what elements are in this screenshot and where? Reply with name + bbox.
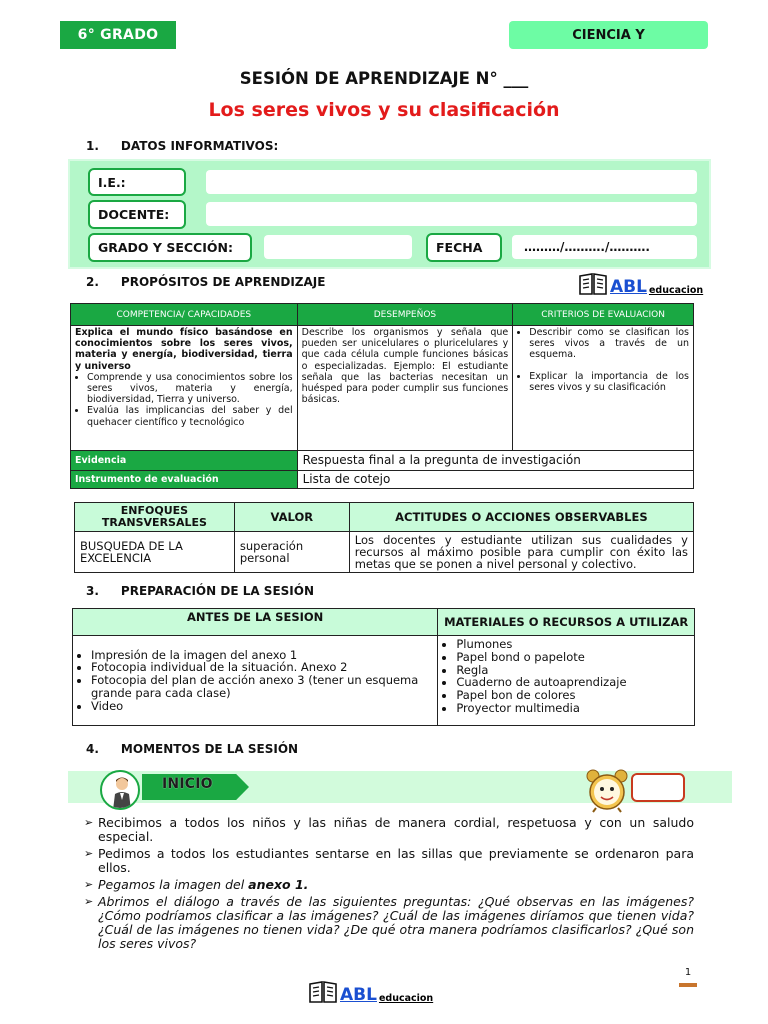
actitudes-header: ACTITUDES O ACCIONES OBSERVABLES [349, 503, 693, 532]
section-title: PREPARACIÓN DE LA SESIÓN [120, 584, 314, 598]
criterio-item: • Describir como se clasifican los seres vivos a través de un esquema. [529, 327, 689, 361]
inicio-label: INICIO [162, 776, 213, 792]
inicio-item-text: Pegamos la imagen del [98, 877, 249, 892]
logo-edu-text: educacion [648, 284, 704, 296]
ie-field[interactable] [206, 170, 697, 194]
material-item: • Papel bond o papelote [456, 651, 690, 664]
grade-badge: 6° GRADO [60, 21, 176, 49]
section-number: 1. [86, 139, 99, 153]
teacher-icon [100, 770, 140, 810]
time-box[interactable] [631, 773, 685, 802]
antes-item: • Fotocopia individual de la situación. Anexo 2 [91, 661, 433, 674]
logo-abl-text: ABL [340, 985, 377, 1005]
capacidad-item: • Evalúa las implicancias del saber y del quehacer científico y tecnológico [87, 405, 293, 427]
docente-label: DOCENTE: [88, 200, 186, 229]
material-item: • Proyector multimedia [456, 702, 690, 715]
inicio-item [86, 878, 694, 892]
antes-item: • Fotocopia del plan de acción anexo 3 (tener un esquema grande para cada clase) [91, 674, 433, 700]
desempeno-cell: Describe los organismos y señala que pueden ser unicelulares o pluricelulares y que cada célula cumple funciones básicas o especializadas. Ejemplo: El estudiante señala que las bacterias necesitan un huésped para poder cumplir sus funciones básicas. [297, 326, 513, 451]
antes-cell [73, 636, 438, 726]
section-number: 2. [86, 275, 99, 289]
grado-seccion-field[interactable] [264, 235, 412, 259]
instrumento-value: Lista de cotejo [297, 471, 693, 489]
section-title: MOMENTOS DE LA SESIÓN [120, 742, 299, 756]
session-subtitle: Los seres vivos y su clasificación [208, 99, 560, 121]
material-item: • Cuaderno de autoaprendizaje [456, 676, 690, 689]
fecha-field[interactable]: ………/………./………. [512, 235, 697, 259]
instrumento-label: Instrumento de evaluación [71, 471, 298, 489]
criterios-header: CRITERIOS DE EVALUACION [513, 304, 694, 326]
logo-edu-text: educacion [378, 992, 434, 1004]
enfoques-table [74, 502, 694, 573]
footer-abl-logo [308, 980, 433, 1004]
ie-label: I.E.: [88, 168, 186, 196]
capacidad-item: • Comprende y usa conocimientos sobre los seres vivos, materia y energía, biodiversidad, Tierra y universo. [87, 372, 293, 406]
preparacion-table [72, 608, 695, 726]
actitud-cell: Los docentes y estudiante utilizan sus cualidades y recursos al máximo posible para cumplir con éxito las metas que se ponen a nivel personal y colectivo. [349, 532, 693, 573]
evidencia-label: Evidencia [71, 451, 298, 471]
abl-logo [578, 272, 703, 296]
section-title: DATOS INFORMATIVOS: [120, 139, 279, 153]
book-icon [578, 272, 608, 296]
antes-header: ANTES DE LA SESION [73, 609, 438, 636]
criterio-item: • Explicar la importancia de los seres vivos y su clasificación [529, 371, 689, 393]
section-datos-heading [86, 139, 278, 153]
competencia-cell [71, 326, 298, 451]
antes-item: • Video [91, 700, 433, 713]
grado-seccion-label: GRADO Y SECCIÓN: [88, 233, 252, 262]
inicio-item: ➢ Abrimos el diálogo a través de las siguientes preguntas: ¿Qué observas en las imágenes? ¿Cómo podríamos clasificar a las imágenes? ¿Cuál de las imágenes diríamos que tienen vida? ¿Cuál de las imágenes no tienen vida? ¿De qué otra manera podríamos clasificarlos? ¿Qué son los seres vivos? [86, 895, 694, 951]
enfoque-cell: BUSQUEDA DE LA EXCELENCIA [75, 532, 235, 573]
competencias-table [70, 303, 694, 489]
antes-item: • Impresión de la imagen del anexo 1 [91, 649, 433, 662]
enfoques-header: ENFOQUES TRANSVERSALES [75, 503, 235, 532]
section-number: 3. [86, 584, 99, 598]
material-item: • Plumones [456, 638, 690, 651]
section-title: PROPÓSITOS DE APRENDIZAJE [120, 275, 326, 289]
page-number: 1 [679, 967, 697, 987]
section-number: 4. [86, 742, 99, 756]
competencia-text: Explica el mundo físico basándose en conocimientos sobre los seres vivos, materia y energía, biodiversidad, tierra y universo [75, 327, 293, 372]
evidencia-value: Respuesta final a la pregunta de investigación [297, 451, 693, 471]
valor-header: VALOR [234, 503, 349, 532]
section-momentos-heading [86, 742, 298, 756]
materiales-cell [438, 636, 695, 726]
subject-badge: CIENCIA Y [509, 21, 708, 49]
section-propositos-heading [86, 275, 325, 289]
criterios-cell [513, 326, 694, 451]
section-preparacion-heading [86, 584, 314, 598]
inicio-item-bold: anexo 1. [248, 877, 309, 892]
docente-field[interactable] [206, 202, 697, 226]
desempenos-header: DESEMPEÑOS [297, 304, 513, 326]
material-item: • Papel bon de colores [456, 689, 690, 702]
competencia-header: COMPETENCIA/ CAPACIDADES [71, 304, 298, 326]
inicio-list [86, 816, 694, 954]
valor-cell: superación personal [234, 532, 349, 573]
material-item: • Regla [456, 664, 690, 677]
materiales-header: MATERIALES O RECURSOS A UTILIZAR [438, 609, 695, 636]
inicio-item: ➢ Recibimos a todos los niños y las niñas de manera cordial, respetuosa y con un saludo especial. [86, 816, 694, 844]
inicio-item: ➢ Pedimos a todos los estudiantes sentarse en las sillas que previamente se ordenaron para ellos. [86, 847, 694, 875]
alarm-clock-icon [584, 767, 630, 813]
fecha-label: FECHA [426, 233, 502, 262]
session-title: SESIÓN DE APRENDIZAJE N° ___ [239, 69, 529, 88]
book-icon [308, 980, 338, 1004]
logo-abl-text: ABL [610, 277, 647, 297]
